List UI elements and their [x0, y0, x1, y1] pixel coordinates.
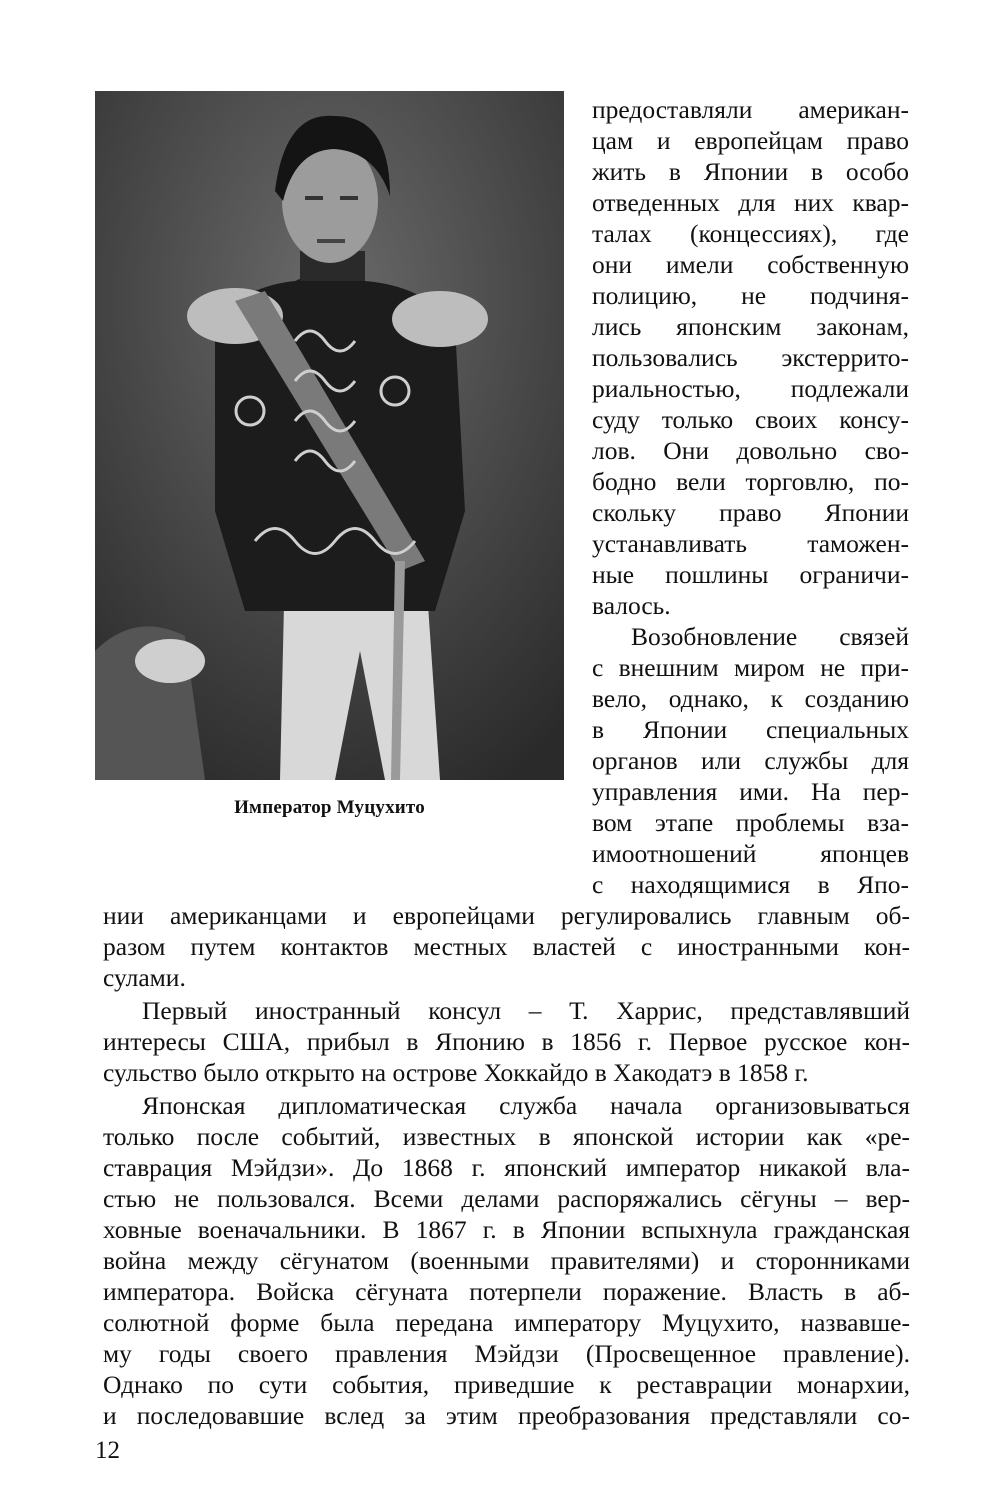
text-line: Возобновление связей — [631, 622, 909, 651]
text-line: интересы США, прибыл в Японию в 1856 г. Первое русское кон- — [103, 1027, 910, 1056]
text-line: полицию, не подчиня- — [592, 281, 909, 310]
text-line: ставрация Мэйдзи». До 1868 г. японский император никакой вла- — [103, 1153, 910, 1182]
text-line: императора. Войска сёгуната потерпели поражение. Власть в аб- — [103, 1277, 910, 1306]
text-line: скольку право Японии — [592, 498, 909, 527]
text-line: Первый иностранный консул – Т. Харрис, представлявший — [142, 996, 910, 1025]
text-line: Однако по сути события, приведшие к реставрации монархии, — [103, 1370, 910, 1399]
text-line: управления ими. На пер- — [592, 777, 909, 806]
text-line: вело, однако, к созданию — [592, 684, 909, 713]
text-line: талах (концессиях), где — [592, 219, 909, 248]
figure-caption: Император Муцухито — [234, 797, 425, 818]
text-line: и последовавшие вслед за этим преобразования представляли со- — [103, 1401, 910, 1430]
text-line: вом этапе проблемы вза- — [592, 808, 909, 837]
text-line: война между сёгунатом (военными правителями) и сторонниками — [103, 1246, 910, 1275]
text-line: суду только своих консу- — [592, 405, 909, 434]
text-line: валось. — [592, 591, 671, 620]
emperor-portrait — [95, 91, 564, 780]
text-line: они имели собственную — [592, 250, 909, 279]
text-line: предоставляли американ- — [592, 95, 909, 124]
text-line: лись японским законам, — [592, 312, 909, 341]
text-line: только после событий, известных в японской истории как «ре- — [103, 1122, 910, 1151]
text-line: бодно вели торговлю, по- — [592, 467, 909, 496]
text-line: с внешним миром не при- — [592, 653, 909, 682]
text-line: пользовались экстеррито- — [592, 343, 909, 372]
text-line: сульство было открыто на острове Хоккайдо в Хакодатэ в 1858 г. — [103, 1058, 809, 1087]
text-line: органов или службы для — [592, 746, 909, 775]
text-line: риальностью, подлежали — [592, 374, 909, 403]
text-line: му годы своего правления Мэйдзи (Просвещенное правление). — [103, 1339, 910, 1368]
text-line: устанавливать таможен- — [592, 529, 909, 558]
text-line: сулами. — [103, 963, 186, 992]
text-line: имоотношений японцев — [592, 839, 909, 868]
portrait-image — [95, 91, 564, 780]
text-line: лов. Они довольно сво- — [592, 436, 909, 465]
text-line: жить в Японии в особо — [592, 157, 909, 186]
text-line: отведенных для них квар- — [592, 188, 909, 217]
page-number: 12 — [95, 1437, 120, 1464]
text-line: солютной форме была передана императору Муцухито, назвавше- — [103, 1308, 910, 1337]
text-line: ные пошлины ограничи- — [592, 560, 909, 589]
text-line: с находящимися в Япо- — [592, 870, 909, 899]
text-line: ховные военачальники. В 1867 г. в Японии вспыхнула гражданская — [103, 1215, 910, 1244]
text-line: разом путем контактов местных властей с иностранными кон- — [103, 932, 910, 961]
text-line: Японская дипломатическая служба начала организовываться — [142, 1091, 910, 1120]
text-line: цам и европейцам право — [592, 126, 909, 155]
text-line: в Японии специальных — [592, 715, 909, 744]
text-line: нии американцами и европейцами регулировались главным об- — [103, 901, 910, 930]
text-line: стью не пользовался. Всеми делами распоряжались сёгуны – вер- — [103, 1184, 910, 1213]
